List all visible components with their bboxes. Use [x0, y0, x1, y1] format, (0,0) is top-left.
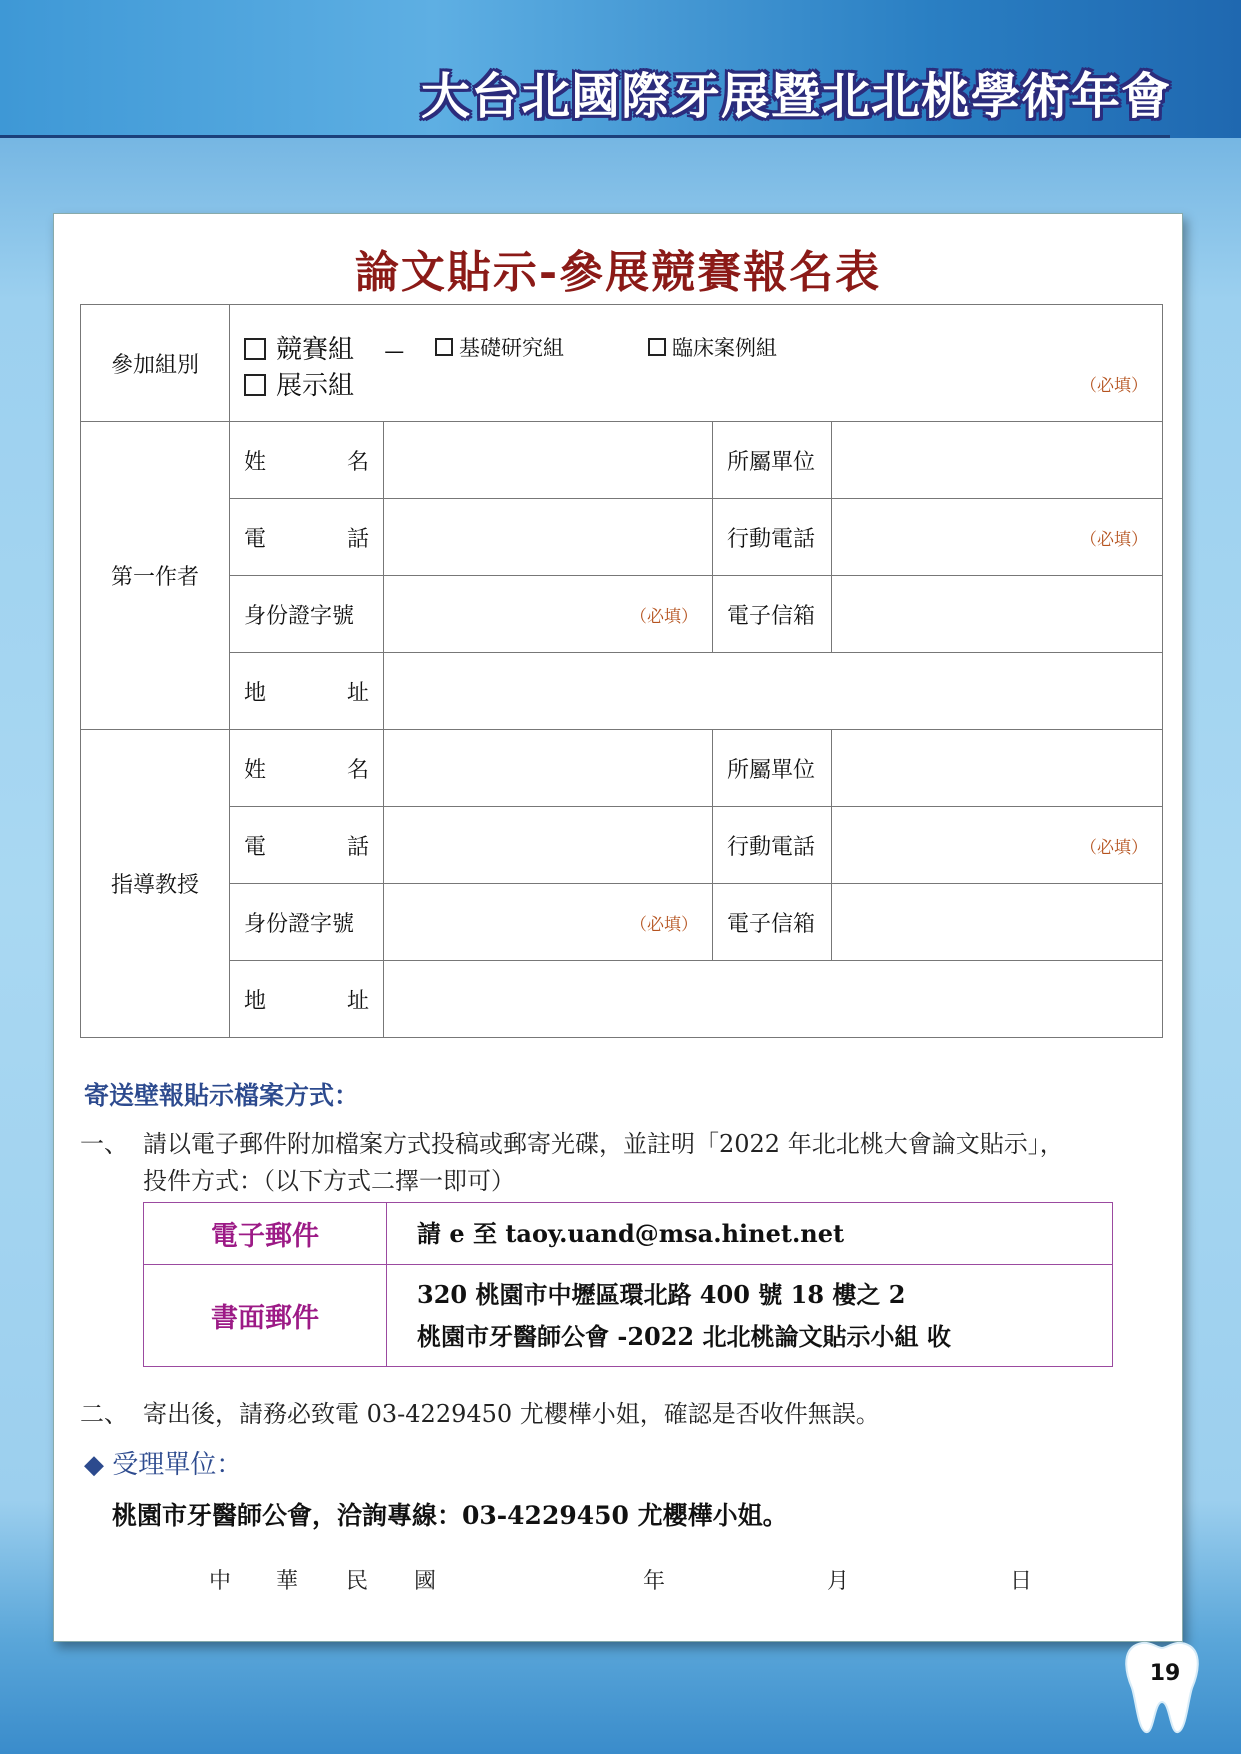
category-label: 參加組別 — [81, 305, 230, 422]
post-method-value — [387, 1265, 1113, 1367]
email-method-label: 電子郵件 — [144, 1203, 387, 1265]
affiliation-label: 所屬單位 — [713, 730, 832, 807]
exhibition-label: 展示組 — [276, 371, 355, 401]
basic-research-label: 基礎研究組 — [459, 336, 564, 360]
item1-line1: 請以電子郵件附加檔案方式投稿或郵寄光碟，並註明「2022 年北北桃大會論文貼示」， — [143, 1130, 1064, 1158]
first-author-id-field[interactable] — [384, 576, 713, 653]
advisor-phone-field[interactable] — [384, 807, 713, 884]
office-contact: 桃園市牙醫師公會，洽詢專線：03-4229450 尤櫻樺小姐。 — [112, 1501, 788, 1530]
phone-label-b: 話 — [346, 834, 369, 860]
phone-label-a: 電 — [244, 834, 267, 860]
date-char: 國 — [414, 1569, 437, 1594]
submission-heading: 寄送壁報貼示檔案方式： — [84, 1081, 360, 1110]
form-card — [53, 213, 1183, 1642]
date-year: 年 — [643, 1569, 666, 1594]
date-char: 華 — [276, 1569, 299, 1594]
first-author-label: 第一作者 — [81, 422, 230, 730]
name-label-a: 姓 — [244, 757, 267, 783]
email-label: 電子信箱 — [713, 576, 832, 653]
required-note: （必填） — [1080, 529, 1148, 550]
first-author-email-field[interactable] — [832, 576, 1163, 653]
basic-research-checkbox[interactable] — [435, 338, 453, 356]
competition-checkbox[interactable] — [244, 338, 266, 360]
email-method-value[interactable]: 請 e 至 taoy.uand@msa.hinet.net — [387, 1203, 1113, 1265]
page-header-title: 大台北國際牙展暨北北桃學術年會 — [420, 68, 1171, 125]
competition-label: 競賽組 — [276, 335, 355, 365]
advisor-affiliation-field[interactable] — [832, 730, 1163, 807]
advisor-name-field[interactable] — [384, 730, 713, 807]
submission-methods-table — [143, 1202, 1113, 1367]
first-author-address-field[interactable] — [384, 653, 1163, 730]
required-note: （必填） — [630, 606, 698, 627]
date-day: 日 — [1010, 1569, 1033, 1594]
id-number-label: 身份證字號 — [230, 884, 384, 961]
exhibition-checkbox[interactable] — [244, 374, 266, 396]
post-recipient-line: 桃園市牙醫師公會 -2022 北北桃論文貼示小組 收 — [417, 1321, 951, 1351]
name-label-b: 名 — [346, 757, 369, 783]
post-method-label: 書面郵件 — [144, 1265, 387, 1367]
office-label: ◆ 受理單位： — [84, 1450, 243, 1480]
tooth-icon — [1122, 1640, 1202, 1736]
mobile-label: 行動電話 — [713, 499, 832, 576]
advisor-address-field[interactable] — [384, 961, 1163, 1038]
address-label-a: 地 — [244, 988, 267, 1014]
item1-line2: 投件方式：（以下方式二擇一即可） — [143, 1167, 515, 1195]
affiliation-label: 所屬單位 — [713, 422, 832, 499]
required-note: （必填） — [1080, 376, 1148, 396]
required-note: （必填） — [630, 914, 698, 935]
name-label-a: 姓 — [244, 449, 267, 475]
dash-separator: — — [384, 339, 405, 363]
clinical-case-checkbox[interactable] — [648, 338, 666, 356]
advisor-id-field[interactable] — [384, 884, 713, 961]
page-number: 19 — [1149, 1661, 1181, 1686]
first-author-affiliation-field[interactable] — [832, 422, 1163, 499]
first-author-name-field[interactable] — [384, 422, 713, 499]
post-address-line: 320 桃園市中壢區環北路 400 號 18 樓之 2 — [417, 1279, 906, 1309]
item2-text: 寄出後，請務必致電 03-4229450 尤櫻樺小姐，確認是否收件無誤。 — [143, 1400, 880, 1428]
email-label: 電子信箱 — [713, 884, 832, 961]
address-label-b: 址 — [346, 988, 369, 1014]
mobile-label: 行動電話 — [713, 807, 832, 884]
first-author-mobile-field[interactable] — [832, 499, 1163, 576]
date-char: 中 — [209, 1569, 232, 1594]
advisor-mobile-field[interactable] — [832, 807, 1163, 884]
date-char: 民 — [346, 1569, 369, 1594]
item1-marker: 一、 — [80, 1130, 128, 1158]
advisor-label: 指導教授 — [81, 730, 230, 1038]
id-number-label: 身份證字號 — [230, 576, 384, 653]
address-label-b: 址 — [346, 680, 369, 706]
item2-marker: 二、 — [80, 1400, 128, 1428]
category-options — [230, 305, 1163, 422]
phone-label-a: 電 — [244, 526, 267, 552]
form-title: 論文貼示-參展競賽報名表 — [354, 247, 882, 298]
required-note: （必填） — [1080, 837, 1148, 858]
date-month: 月 — [827, 1569, 850, 1594]
registration-table — [80, 304, 1163, 1038]
name-label-b: 名 — [346, 449, 369, 475]
advisor-email-field[interactable] — [832, 884, 1163, 961]
clinical-case-label: 臨床案例組 — [672, 336, 777, 360]
address-label-a: 地 — [244, 680, 267, 706]
phone-label-b: 話 — [346, 526, 369, 552]
header-divider — [0, 135, 1170, 138]
first-author-phone-field[interactable] — [384, 499, 713, 576]
